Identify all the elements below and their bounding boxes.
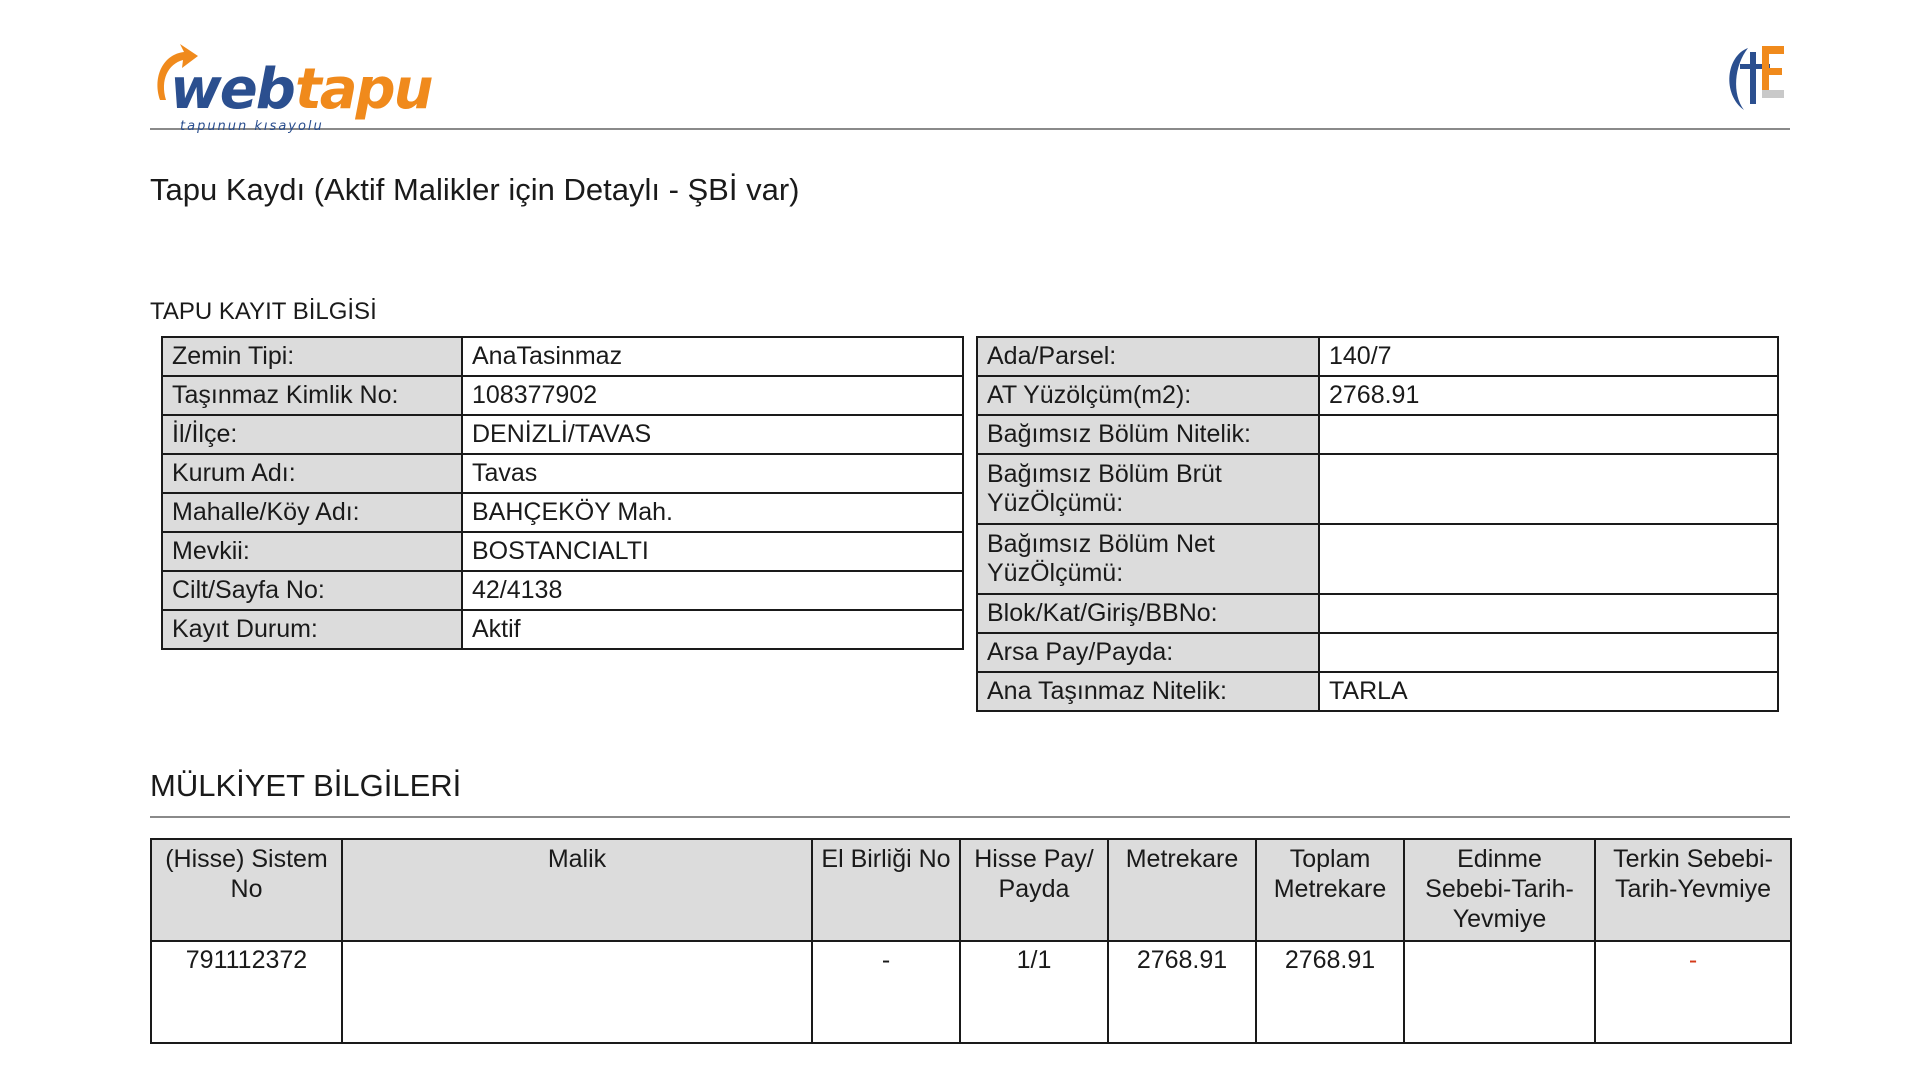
field-value: 2768.91	[1319, 376, 1778, 415]
table-row	[162, 493, 963, 532]
table-row	[977, 594, 1778, 633]
field-value	[1319, 415, 1778, 454]
field-label: Arsa Pay/Payda:	[977, 633, 1319, 672]
field-label: İl/İlçe:	[162, 415, 462, 454]
field-label: Ada/Parsel:	[977, 337, 1319, 376]
field-label: Kayıt Durum:	[162, 610, 462, 649]
column-header-terkin: Terkin Sebebi-Tarih-Yevmiye	[1595, 839, 1791, 941]
cell-el-birligi: -	[812, 941, 960, 1043]
table-row	[162, 337, 963, 376]
field-label: Bağımsız Bölüm Nitelik:	[977, 415, 1319, 454]
column-header-malik: Malik	[342, 839, 812, 941]
table-row	[162, 415, 963, 454]
field-label: Kurum Adı:	[162, 454, 462, 493]
table-row	[977, 337, 1778, 376]
column-header-el-birligi: El Birliği No	[812, 839, 960, 941]
field-label: Cilt/Sayfa No:	[162, 571, 462, 610]
field-value: DENİZLİ/TAVAS	[462, 415, 963, 454]
table-row	[977, 376, 1778, 415]
cell-terkin: -	[1595, 941, 1791, 1043]
column-header-metrekare: Metrekare	[1108, 839, 1256, 941]
field-label: Mevkii:	[162, 532, 462, 571]
mulkiyet-section-title: MÜLKİYET BİLGİLERİ	[150, 768, 1790, 818]
table-row	[977, 633, 1778, 672]
column-header-edinme: Edinme Sebebi-Tarih-Yevmiye	[1404, 839, 1595, 941]
svg-text:tapu: tapu	[295, 57, 432, 122]
column-header-hisse: Hisse Pay/ Payda	[960, 839, 1108, 941]
table-row	[162, 376, 963, 415]
field-label: Bağımsız Bölüm Net YüzÖlçümü:	[977, 524, 1319, 594]
table-row	[977, 454, 1778, 524]
field-label: Ana Taşınmaz Nitelik:	[977, 672, 1319, 711]
document-title: Tapu Kaydı (Aktif Malikler için Detaylı - ŞBİ var)	[150, 172, 800, 207]
field-value	[1319, 454, 1778, 524]
table-row	[977, 415, 1778, 454]
cell-metrekare: 2768.91	[1108, 941, 1256, 1043]
table-row	[977, 672, 1778, 711]
field-label: Mahalle/Köy Adı:	[162, 493, 462, 532]
table-row	[151, 941, 1791, 1043]
cell-malik	[342, 941, 812, 1043]
field-label: Blok/Kat/Giriş/BBNo:	[977, 594, 1319, 633]
cell-sistem-no: 791112372	[151, 941, 342, 1043]
table-row	[162, 454, 963, 493]
table-header-row	[151, 839, 1791, 941]
field-value	[1319, 524, 1778, 594]
webtapu-logo	[150, 38, 440, 138]
svg-text:web: web	[170, 57, 294, 122]
tapu-kayit-right-table	[976, 336, 1779, 712]
cell-toplam-metrekare: 2768.91	[1256, 941, 1404, 1043]
mulkiyet-table	[150, 838, 1792, 1044]
tapu-kayit-left-table	[161, 336, 964, 650]
field-label: Bağımsız Bölüm Brüt YüzÖlçümü:	[977, 454, 1319, 524]
field-label: Taşınmaz Kimlik No:	[162, 376, 462, 415]
tapu-kayit-section-label: TAPU KAYIT BİLGİSİ	[150, 298, 377, 325]
table-row	[162, 571, 963, 610]
column-header-sistem-no: (Hisse) Sistem No	[151, 839, 342, 941]
tkgm-emblem-icon	[1718, 38, 1788, 118]
field-value	[1319, 594, 1778, 633]
cell-hisse: 1/1	[960, 941, 1108, 1043]
field-value: AnaTasinmaz	[462, 337, 963, 376]
field-value: BOSTANCIALTI	[462, 532, 963, 571]
field-value: 108377902	[462, 376, 963, 415]
column-header-toplam-metrekare: Toplam Metrekare	[1256, 839, 1404, 941]
table-row	[977, 524, 1778, 594]
field-label: AT Yüzölçüm(m2):	[977, 376, 1319, 415]
logo-tagline: tapunun kısayolu	[180, 119, 324, 134]
field-value	[1319, 633, 1778, 672]
table-row	[162, 532, 963, 571]
field-value: BAHÇEKÖY Mah.	[462, 493, 963, 532]
field-value: TARLA	[1319, 672, 1778, 711]
cell-edinme	[1404, 941, 1595, 1043]
document-header	[150, 30, 1790, 134]
field-value: 140/7	[1319, 337, 1778, 376]
field-value: 42/4138	[462, 571, 963, 610]
field-label: Zemin Tipi:	[162, 337, 462, 376]
field-value: Tavas	[462, 454, 963, 493]
field-value: Aktif	[462, 610, 963, 649]
table-row	[162, 610, 963, 649]
